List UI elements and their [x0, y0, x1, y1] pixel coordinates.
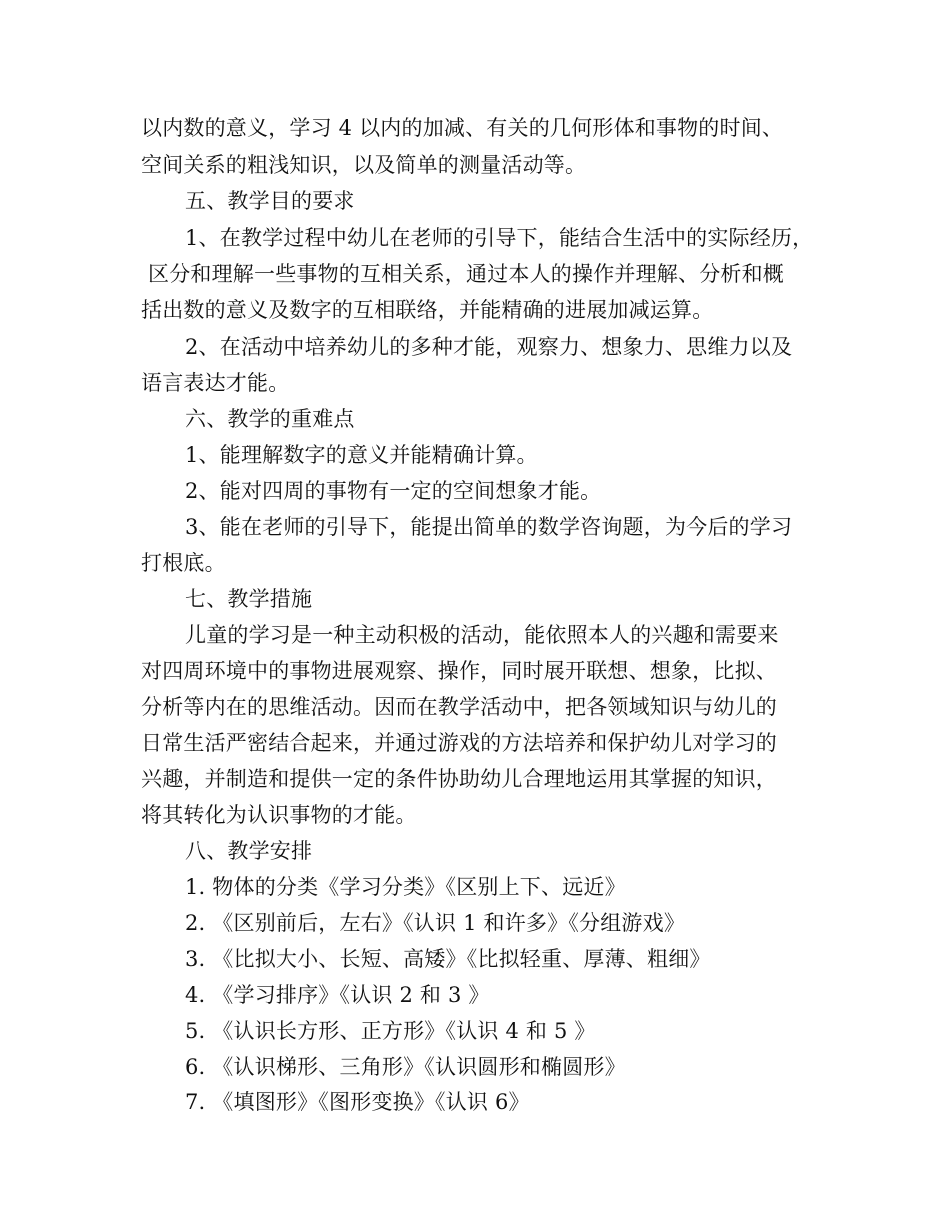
list-item: 7. 《填图形》《图形变换》《认识 6》 [185, 1090, 530, 1114]
text-line: 兴趣，并制造和提供一定的条件协助幼儿合理地运用其掌握的知识， [141, 767, 777, 791]
text-line: 语言表达才能。 [141, 371, 290, 395]
list-item: 5. 《认识长方形、正方形》《认识 4 和 5 》 [185, 1019, 596, 1043]
text-line: 对四周环境中的事物进展观察、操作，同时展开联想、想象，比拟、 [141, 659, 777, 683]
section-heading: 五、教学目的要求 [185, 189, 355, 213]
list-item: 1. 物体的分类《学习分类》《区别上下、远近》 [185, 875, 626, 899]
text-line: 括出数的意义及数字的互相联络，并能精确的进展加减运算。 [141, 298, 714, 322]
list-item: 6. 《认识梯形、三角形》《认识圆形和椭圆形》 [185, 1055, 626, 1079]
text-line: 以内数的意义，学习 4 以内的加减、有关的几何形体和事物的时间、 [141, 116, 784, 140]
text-line: 3、能在老师的引导下，能提出简单的数学咨询题，为今后的学习 [185, 515, 793, 539]
text-line: 日常生活严密结合起来，并通过游戏的方法培养和保护幼儿对学习的 [141, 731, 777, 755]
section-heading: 六、教学的重难点 [185, 407, 355, 431]
section-heading: 七、教学措施 [185, 587, 313, 611]
text-line: 打根底。 [141, 551, 226, 575]
text-line: 儿童的学习是一种主动积极的活动，能依照本人的兴趣和需要来 [185, 623, 779, 647]
text-line: 2、在活动中培养幼儿的多种才能，观察力、想象力、思维力以及 [185, 335, 793, 359]
list-item: 3. 《比拟大小、长短、高矮》《比拟轻重、厚薄、粗细》 [185, 947, 711, 971]
section-heading: 八、教学安排 [185, 839, 313, 863]
text-line: 空间关系的粗浅知识，以及简单的测量活动等。 [141, 153, 587, 177]
text-line: 1、在教学过程中幼儿在老师的引导下，能结合生活中的实际经历， [185, 226, 814, 250]
list-item: 2. 《区别前后，左右》《认识 1 和许多》《分组游戏》 [185, 911, 686, 935]
text-line: 将其转化为认识事物的才能。 [141, 803, 417, 827]
text-line: 2、能对四周的事物有一定的空间想象才能。 [185, 479, 602, 503]
text-line: 1、能理解数字的意义并能精确计算。 [185, 443, 538, 467]
text-line: 分析等内在的思维活动。因而在教学活动中，把各领域知识与幼儿的 [141, 695, 777, 719]
text-line: 区分和理解一些事物的互相关系，通过本人的操作并理解、分析和概 [148, 262, 784, 286]
list-item: 4. 《学习排序》《认识 2 和 3 》 [185, 983, 490, 1007]
